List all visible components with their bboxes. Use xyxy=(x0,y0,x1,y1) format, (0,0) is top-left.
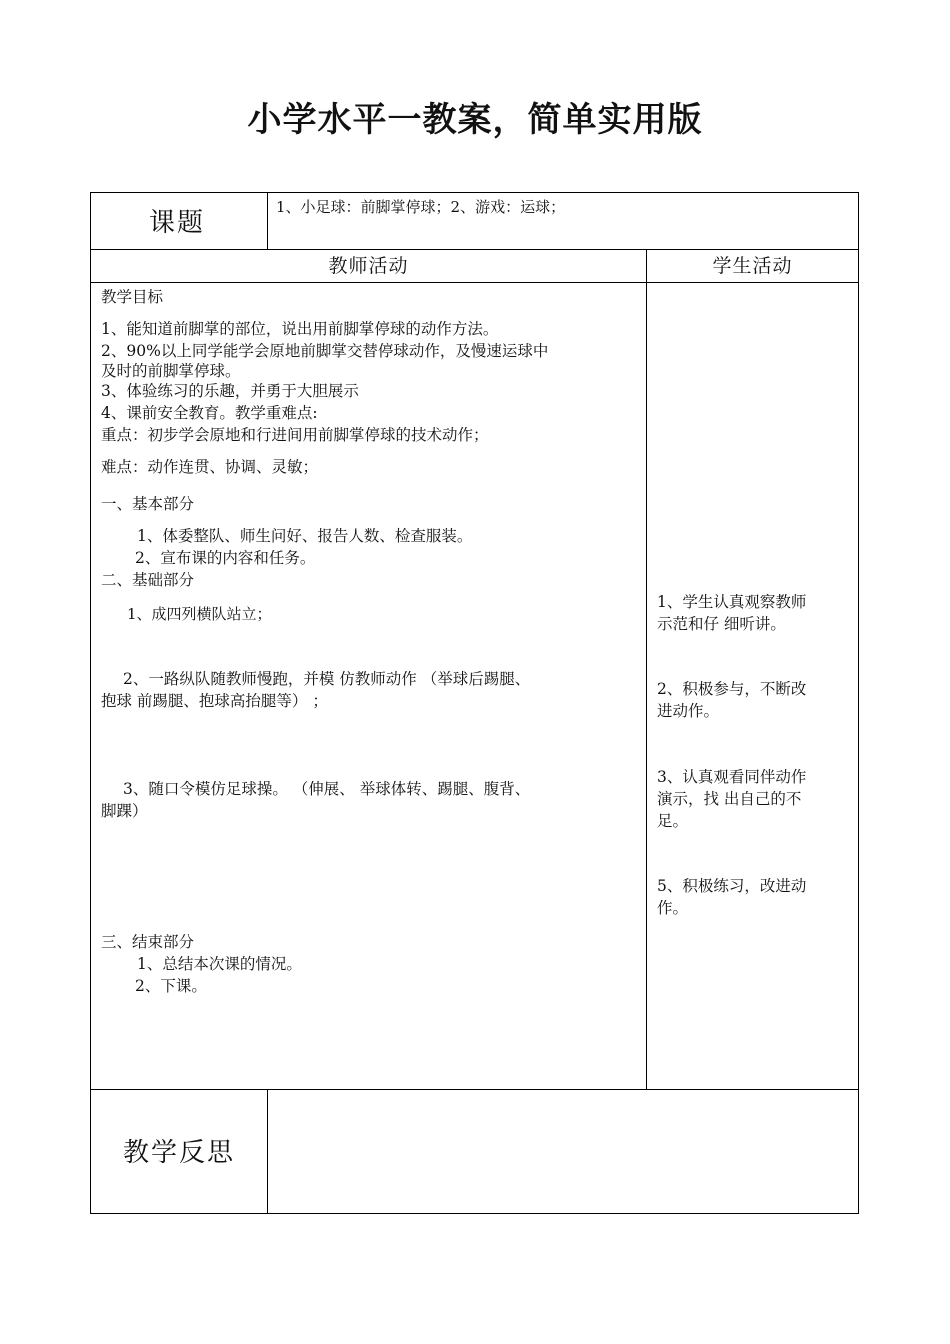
row-divider-reflection xyxy=(91,1089,858,1090)
reflection-label: 教学反思 xyxy=(123,1138,236,1168)
objectives-heading: 教学目标 xyxy=(101,288,164,306)
part3-item: 1、总结本次课的情况。 xyxy=(137,955,302,973)
row-divider-topic xyxy=(91,249,858,250)
objective-item: 3、体验练习的乐趣，并勇于大胆展示 xyxy=(101,382,359,400)
objective-item: 2、90%以上同学能学会原地前脚掌交替停球动作，及慢速运球中 xyxy=(101,342,549,360)
student-activity-line: 2、积极参与，不断改 xyxy=(657,680,807,698)
student-activity-line: 5、积极练习，改进动 xyxy=(657,877,807,895)
part2-item2-line: 抱球 前踢腿、抱球高抬腿等） ； xyxy=(101,692,328,710)
student-activity-line: 3、认真观看同伴动作 xyxy=(657,768,807,786)
col-divider-reflection xyxy=(267,1089,268,1213)
objective-item: 4、课前安全教育。教学重难点: xyxy=(101,404,318,422)
student-activity-line: 足。 xyxy=(657,812,689,830)
row-divider-header xyxy=(91,282,858,283)
col-divider-topic xyxy=(267,193,268,249)
part2-heading: 二、基础部分 xyxy=(101,571,195,589)
teacher-activity-header: 教师活动 xyxy=(328,255,409,277)
part2-item3-line: 3、随口令模仿足球操。 （伸展、 举球体转、踢腿、腹背、 xyxy=(123,780,531,798)
part1-heading: 一、基本部分 xyxy=(101,495,195,513)
part2-item1: 1、成四列横队站立； xyxy=(127,605,272,623)
objective-item: 1、能知道前脚掌的部位，说出用前脚掌停球的动作方法。 xyxy=(101,320,499,338)
key-point: 重点：初步学会原地和行进间用前脚掌停球的技术动作； xyxy=(101,426,489,444)
part2-item2-line: 2、一路纵队随教师慢跑，并模 仿教师动作 （举球后踢腿、 xyxy=(123,670,531,688)
student-activity-line: 进动作。 xyxy=(657,702,720,720)
topic-label: 课题 xyxy=(149,208,206,238)
objective-item: 及时的前脚掌停球。 xyxy=(101,362,241,380)
student-activity-3 xyxy=(657,766,806,832)
col-divider-activities xyxy=(646,249,647,1089)
student-activity-1 xyxy=(657,591,806,635)
difficulty-point: 难点：动作连贯、协调、灵敏； xyxy=(101,458,319,476)
student-activity-line: 演示，找 出自己的不 xyxy=(657,790,802,808)
part3-heading: 三、结束部分 xyxy=(101,933,195,951)
part1-item: 1、体委整队、师生问好、报告人数、检查服装。 xyxy=(137,527,473,545)
student-activity-5 xyxy=(657,875,806,919)
part2-item3-line: 脚踝） xyxy=(101,802,148,820)
student-activity-header: 学生活动 xyxy=(712,255,793,277)
part1-block xyxy=(101,493,472,591)
part3-block xyxy=(101,931,302,997)
topic-content: 1、小足球：前脚掌停球；2、游戏：运球； xyxy=(276,198,566,216)
student-activity-line: 示范和仔 细听讲。 xyxy=(657,615,786,633)
student-activity-2 xyxy=(657,678,806,722)
page-title: 小学水平一教案，简单实用版 xyxy=(247,100,703,140)
part2-item3-block xyxy=(101,778,530,822)
part1-item: 2、宣布课的内容和任务。 xyxy=(135,549,316,567)
reflection-content[interactable] xyxy=(277,1098,847,1206)
part2-item2-block xyxy=(101,668,530,712)
student-activity-line: 1、学生认真观察教师 xyxy=(657,593,807,611)
objectives-block xyxy=(101,286,548,478)
part3-item: 2、下课。 xyxy=(135,977,207,995)
student-activity-line: 作。 xyxy=(657,899,689,917)
lesson-plan-table xyxy=(90,192,859,1214)
